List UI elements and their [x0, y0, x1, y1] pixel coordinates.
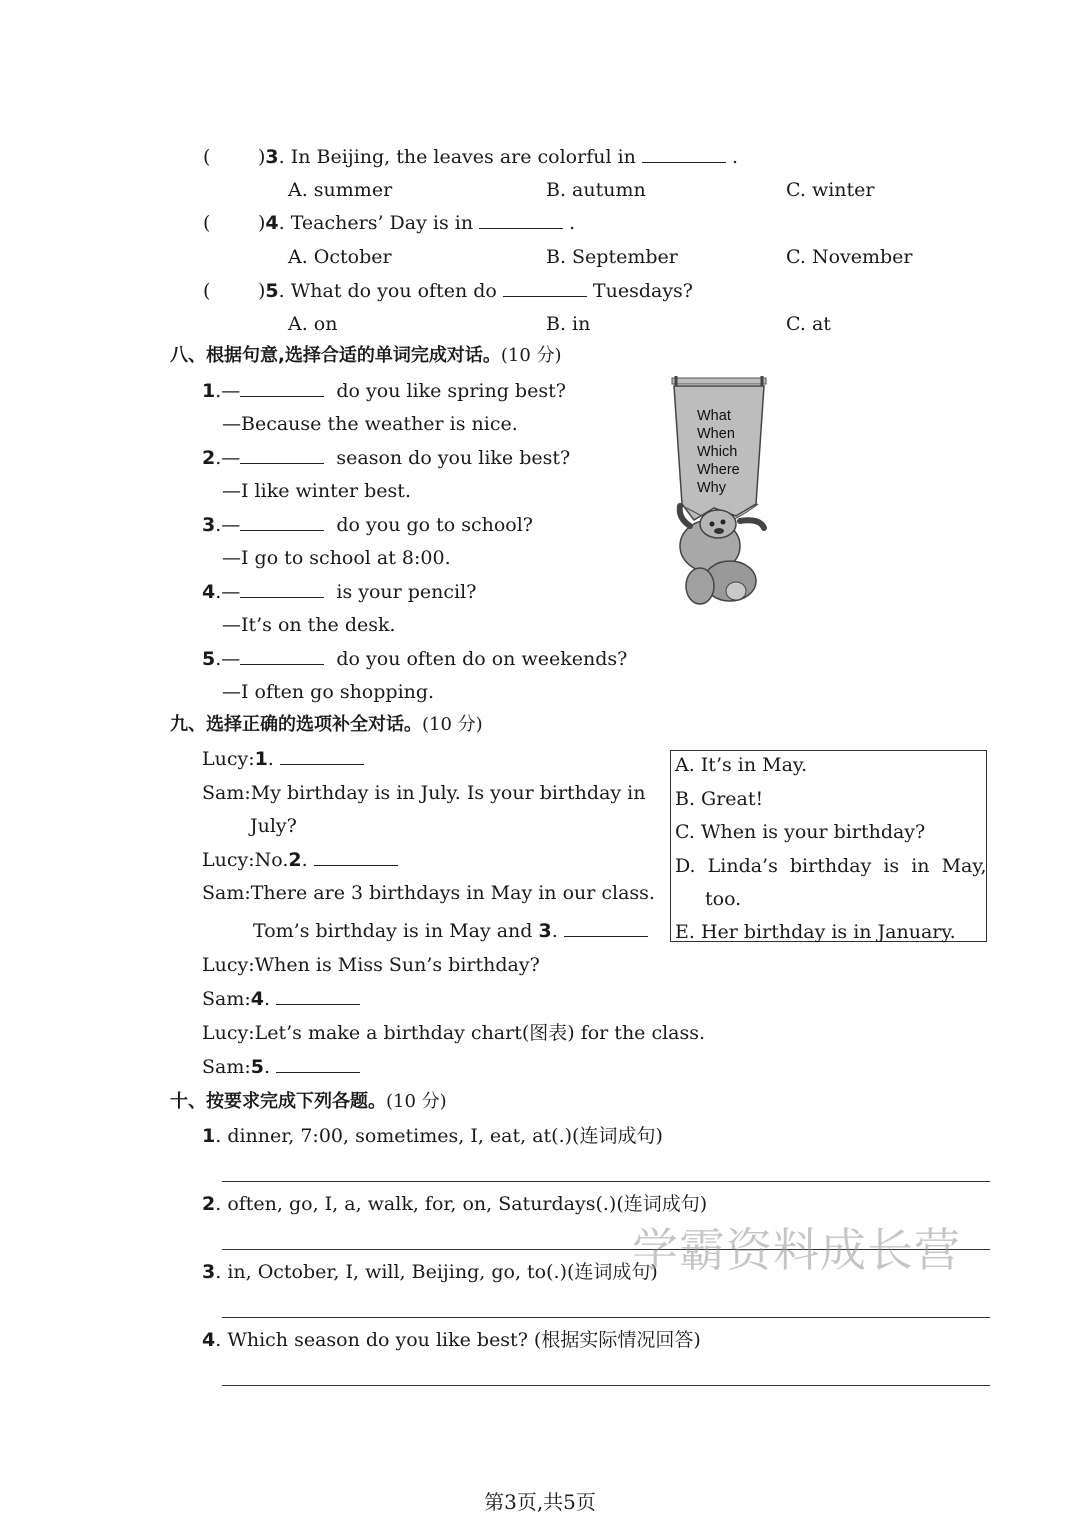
option-b: B. September — [546, 246, 678, 268]
answer-paren-open: ( — [203, 146, 211, 168]
dialogue-line-3: Lucy:No.2. — [202, 851, 398, 870]
option-b: B. autumn — [546, 179, 646, 201]
sec8-answer: —Because the weather is nice. — [222, 413, 518, 435]
sec8-answer: —I often go shopping. — [222, 681, 435, 703]
sec8-answer: —I go to school at 8:00. — [222, 547, 451, 569]
banner-word-list — [697, 407, 740, 497]
dialogue-line-2: Sam:My birthday is in July. Is your birthday in — [202, 782, 646, 804]
sec10-item-4: 4. Which season do you like best? (根据实际情况回答) — [202, 1329, 701, 1351]
banner-word: Why — [697, 480, 726, 496]
banner-word: Which — [697, 444, 738, 460]
option-item: C. When is your birthday? — [675, 821, 926, 843]
dialogue-line-6: Sam:4. — [202, 990, 360, 1009]
option-a: A. on — [288, 313, 338, 335]
section-10-title: 十、按要求完成下列各题。(10 分) — [170, 1091, 447, 1112]
option-item: D. Linda’s birthday is in May, — [675, 855, 987, 877]
sec8-question: 2.— season do you like best? — [202, 447, 571, 469]
sec8-question: 5.— do you often do on weekends? — [202, 648, 628, 670]
sec10-item-1: 1. dinner, 7:00, sometimes, I, eat, at(.)(连词成句) — [202, 1125, 663, 1147]
page-footer: 第3页,共5页 — [484, 1490, 596, 1514]
option-a: A. October — [288, 246, 392, 268]
answer-line[interactable] — [222, 1317, 990, 1318]
answer-paren-open: ( — [203, 280, 211, 302]
question-text: )5. What do you often do Tuesdays? — [258, 280, 693, 302]
question-text: )3. In Beijing, the leaves are colorful in . — [258, 146, 739, 168]
word-banner-illustration — [660, 376, 780, 621]
sec8-answer: —I like winter best. — [222, 480, 411, 502]
option-item: too. — [705, 888, 742, 910]
dialogue-line-2b: July? — [250, 815, 297, 837]
dialogue-line-1: Lucy:1. — [202, 750, 364, 769]
sec8-question: 1.— do you like spring best? — [202, 380, 566, 402]
banner-word: Where — [697, 462, 740, 478]
answer-line[interactable] — [222, 1181, 990, 1182]
question-text: )4. Teachers’ Day is in . — [258, 212, 576, 234]
dialogue-line-7: Lucy:Let’s make a birthday chart(图表) for the class. — [202, 1022, 706, 1044]
sec8-question: 3.— do you go to school? — [202, 514, 533, 536]
option-item: B. Great! — [675, 788, 764, 810]
option-item: E. Her birthday is in January. — [675, 921, 956, 943]
watermark-text: 学霸资料成长营 — [632, 1223, 961, 1277]
option-c: C. November — [786, 246, 913, 268]
option-c: C. at — [786, 313, 831, 335]
dialogue-line-8: Sam:5. — [202, 1058, 360, 1077]
sec10-item-3: 3. in, October, I, will, Beijing, go, to(.)(连词成句) — [202, 1261, 658, 1283]
dialogue-line-5: Lucy:When is Miss Sun’s birthday? — [202, 954, 540, 976]
option-b: B. in — [546, 313, 591, 335]
sec8-question: 4.— is your pencil? — [202, 581, 477, 603]
dialogue-line-4b: Tom’s birthday is in May and 3. — [253, 922, 648, 941]
sec10-item-2: 2. often, go, I, a, walk, for, on, Saturdays(.)(连词成句) — [202, 1193, 708, 1215]
answer-line[interactable] — [222, 1385, 990, 1386]
section-9-title: 九、选择正确的选项补全对话。(10 分) — [170, 714, 483, 735]
banner-word: What — [697, 408, 731, 424]
answer-paren-open: ( — [203, 212, 211, 234]
section-8-title: 八、根据句意,选择合适的单词完成对话。(10 分) — [170, 345, 562, 366]
sec8-answer: —It’s on the desk. — [222, 614, 396, 636]
option-a: A. summer — [288, 179, 393, 201]
option-item: A. It’s in May. — [675, 754, 808, 776]
options-box — [670, 750, 987, 942]
dialogue-line-4: Sam:There are 3 birthdays in May in our class. — [202, 882, 655, 904]
banner-word: When — [697, 426, 735, 442]
option-c: C. winter — [786, 179, 875, 201]
